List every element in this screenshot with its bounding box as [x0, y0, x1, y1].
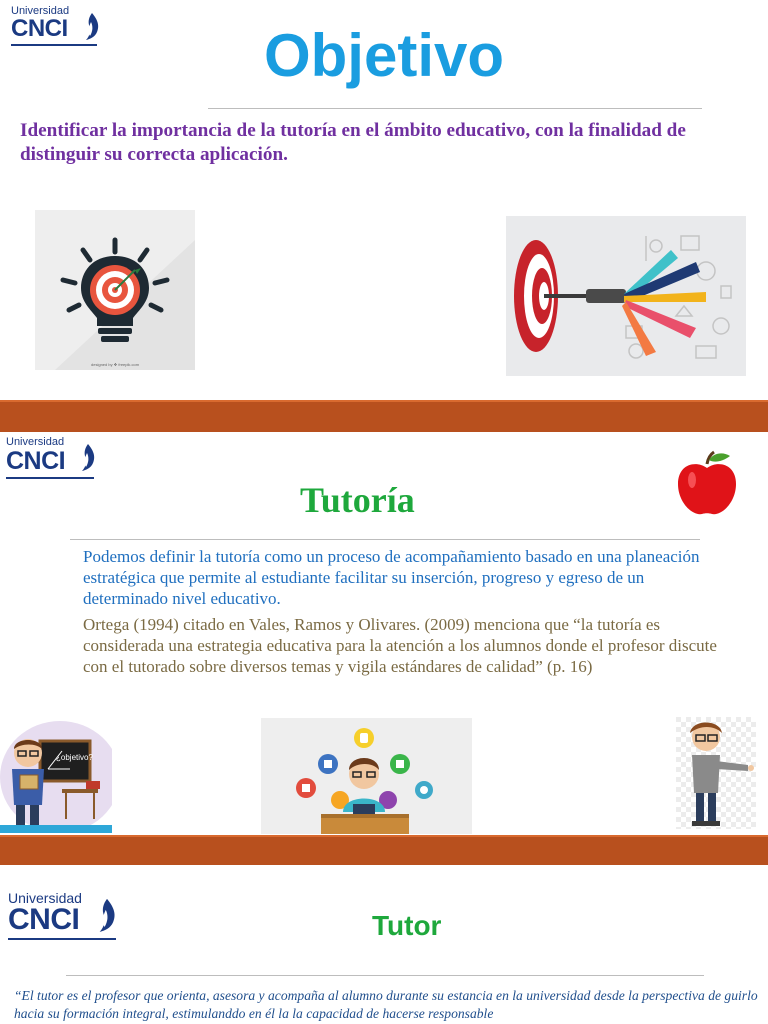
teacher-icon: [0, 719, 112, 833]
slide-tutor: [0, 865, 768, 1024]
slide-separator-2: [0, 835, 768, 865]
logo-brand-word: CNCI: [11, 15, 68, 42]
flame-icon: [96, 897, 118, 935]
logo-underline: [6, 477, 94, 479]
section-title: Tutoría: [300, 480, 415, 520]
target-arrows-icon: [506, 216, 746, 376]
cnci-logo: [8, 891, 120, 941]
lightbulb-target-image: [35, 210, 195, 370]
tutor-quote: “El tutor es el profesor que orienta, asesora y acompaña al alumno durante su estancia en la universidad desde la perspectiva de guirlo hacia su formación integral, estimulanddo en él la la capacidad de hacerse responsable: [14, 988, 758, 1021]
pointing-teacher-image: [676, 717, 756, 829]
definition-text: Podemos definir la tutoría como un proceso de acompañamiento basado en una planeación estratégica que permite al estudiante facilitar su inserción, progreso y egreso de un determinado nivel educativo.: [83, 547, 700, 608]
citation-text: Ortega (1994) citado en Vales, Ramos y Olivares. (2009) menciona que “la tutoría es considerada una estrategia educativa para la atención a los alumnos donde el profesor discute con el tutorado sobre diversos temas y vigila estándares de calidad” (p. 16): [83, 615, 717, 676]
logo-university-word: Universidad: [6, 436, 65, 448]
logo-university-word: Universidad: [8, 890, 82, 906]
lightbulb-icon: [35, 210, 195, 370]
objective-text: Identificar la importancia de la tutoría en el ámbito educativo, con la finalidad de distinguir su correcta aplicación.: [20, 120, 686, 165]
dart-target-image: [506, 216, 746, 376]
flame-icon: [79, 443, 97, 473]
slide-separator-1: [0, 400, 768, 432]
slide-tutoria: [0, 432, 768, 835]
page-title: Objetivo: [263, 22, 505, 89]
student-icons-image: [261, 718, 472, 834]
title-divider: [66, 975, 704, 976]
section-title: Tutor: [372, 910, 442, 941]
teacher-blackboard-image: [0, 719, 112, 833]
blackboard-text: ¿objetivo?: [56, 753, 93, 762]
apple-icon: [676, 450, 738, 516]
title-divider: [70, 539, 700, 540]
image-credit: designed by ❖ freepik.com: [91, 362, 140, 367]
pointing-man-icon: [676, 717, 756, 829]
student-icon: [261, 718, 472, 834]
logo-brand-word: CNCI: [8, 903, 80, 936]
slide-objetivo: [0, 0, 768, 400]
logo-underline: [8, 938, 116, 940]
cnci-logo: [6, 437, 98, 479]
logo-brand-word: CNCI: [6, 447, 66, 475]
logo-university-word: Universidad: [11, 5, 70, 17]
title-divider: [208, 108, 702, 109]
